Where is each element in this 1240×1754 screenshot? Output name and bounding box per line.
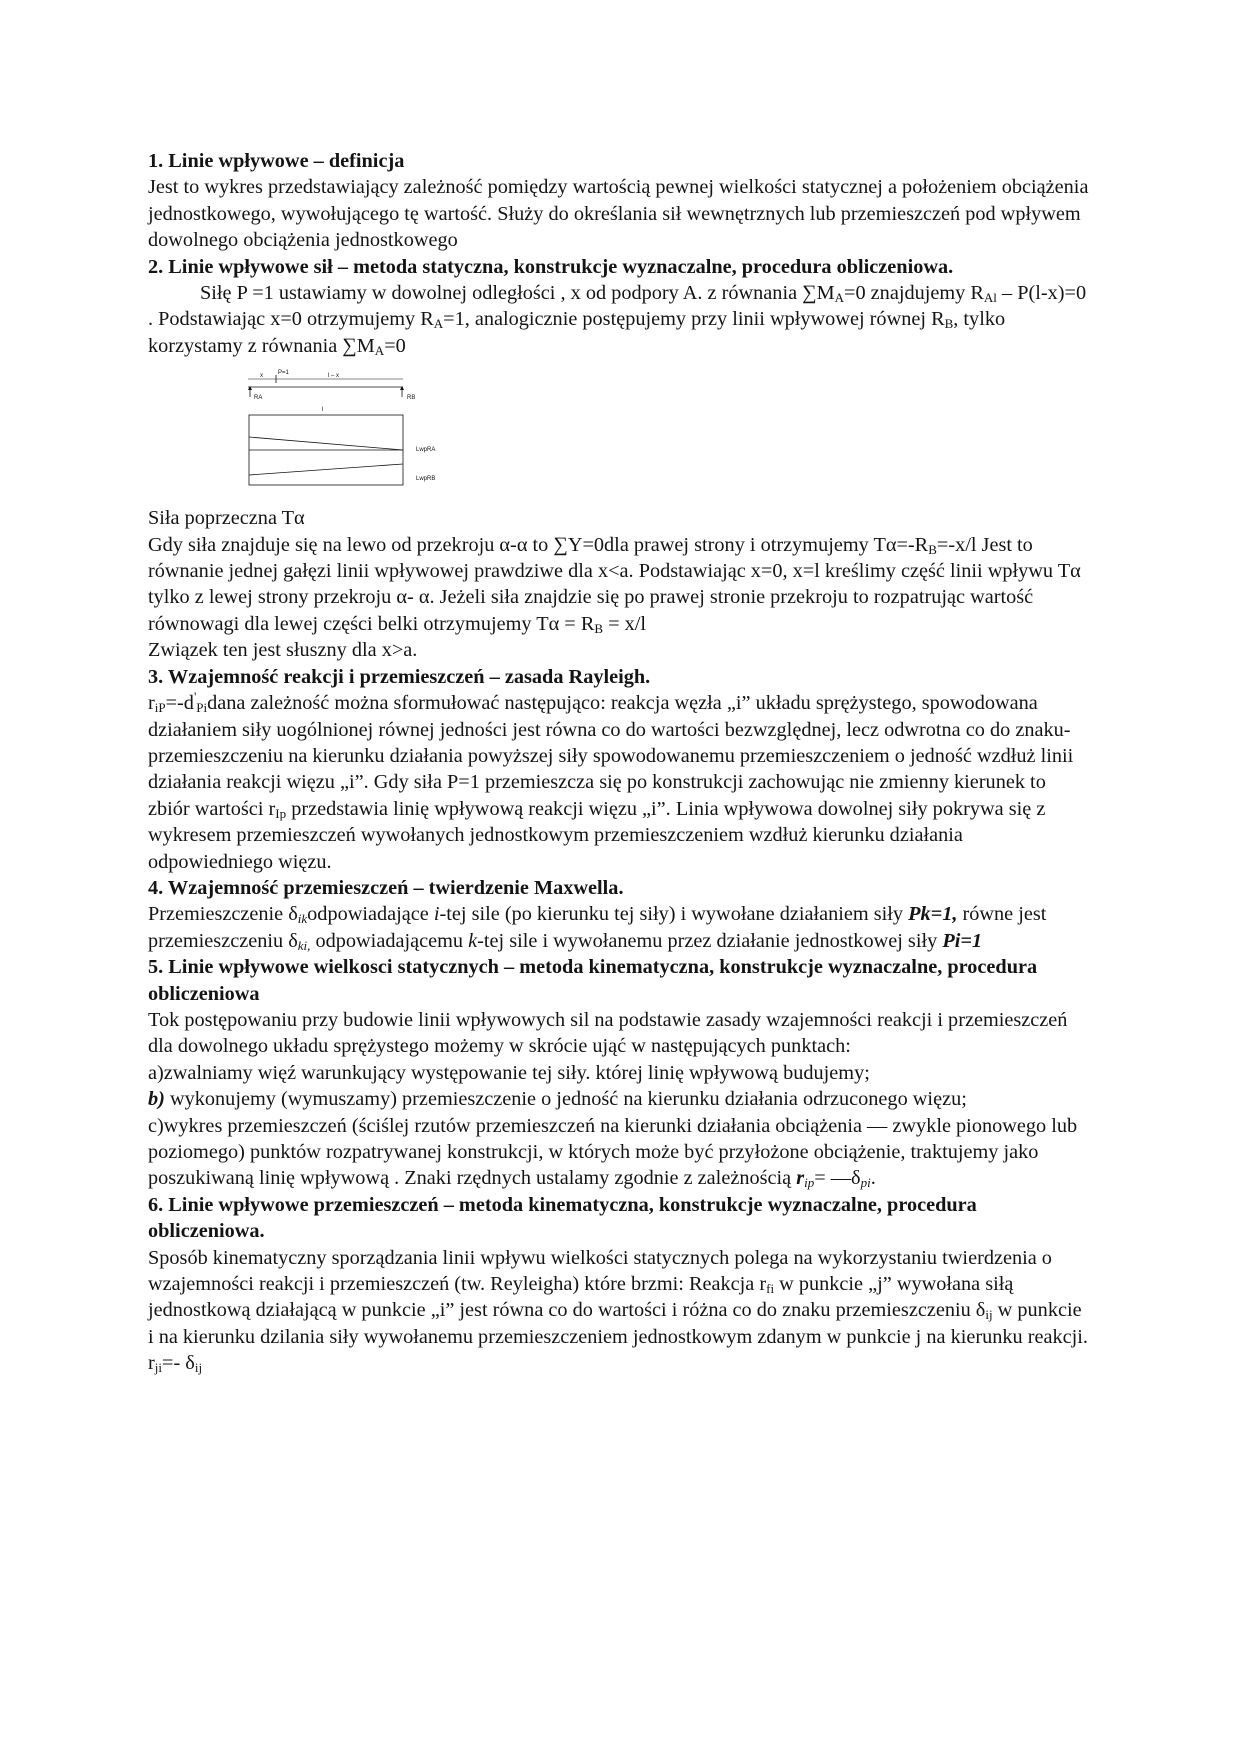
section-5-intro: Tok postępowaniu przy budowie linii wpływowych sil na podstawie zasady wzajemności reakcji i przemieszczeń dla dowolnego układu sprężystego możemy w skrócie ująć w następujących punktach: [148, 1008, 1068, 1058]
section-2-body: Siłę P =1 ustawiamy w dowolnej odległości , x od podpory A. z równania $\sum M_A=0$ znajdujemy $R_{Al} - P(l-x)=0$ . Podstawiając x=0 otrzymujemy $R_A=1$, analogicznie postępujemy przy linii wpływowej równej $R_B$, tylko korzystamy z równania $\sum M_A=0$ [148, 282, 1087, 358]
section-1-body: Jest to wykres przedstawiający zależność pomiędzy wartością pewnej wielkości statycznej a położeniem obciążenia jednostkowego, wywołującego tę wartość. Służy do określania sił wewnętrznych lub przemieszczeń pod wpływem dowolnego obciążenia jednostkowego [148, 176, 1089, 252]
section-4-body: Przemieszczenie $\delta_{ik}odpowiadające$ i-tej sile (po kierunku tej siły) i wywołane działaniem siły Pk=1, równe jest przemieszczeniu $\delta_{ki,}$ odpowiadającemu k-tej sile i wywołanemu przez działanie jednostkowej siły Pi=1 [148, 903, 1047, 953]
heading-text: 1. Linie wpływowe – [148, 150, 329, 172]
label-rb: RB [407, 395, 416, 402]
label-lwrb: LwpRB [416, 476, 436, 483]
section-6-heading [148, 1192, 1092, 1245]
heading-text: 2. Linie wpływowe sił – [148, 255, 354, 278]
section-5-heading [148, 954, 1092, 1007]
shear-force-title: Siła poprzeczna Tα [148, 507, 305, 530]
document-page [148, 148, 1092, 1377]
heading-bold-text: zasada Rayleigh. [504, 665, 651, 688]
heading-text: 6. Linie wpływowe przemieszczeń – [148, 1193, 459, 1216]
label-p: P=1 [278, 370, 289, 377]
label-l: l [322, 407, 324, 414]
label-lwra: LwpRA [416, 447, 436, 454]
label-x: x [260, 373, 263, 380]
influence-line-ra [249, 437, 403, 450]
section-5-step-a: a)zwalniamy więź warunkujący występowanie tej siły. której linię wpływową budujemy; [148, 1061, 870, 1084]
heading-bold-text: twierdzenie Maxwella. [428, 876, 624, 899]
shear-force-body: Gdy siła znajduje się na lewo od przekroju α-α to ∑Y=0dla prawej strony i otrzymujemy $T\alpha=-R_B=-x/l$ Jest to równanie jednej gałęzi linii wpływowej prawdziwe dla x<a. Podstawiając x=0, x=l kreślimy część linii wpływu Tα tylko z lewej strony przekroju α- α. Jeżeli siła znajdzie się po prawej stronie przekroju to rozpatrując wartość równowagi dla lewej części belki otrzymujemy $T\alpha = R_B = x/l$ [148, 533, 1081, 636]
heading-bold-text: metoda kinematyczna, konstrukcje wyznaczalne, procedura obliczeniowa. [148, 1193, 977, 1243]
label-ra: RA [254, 395, 263, 402]
beam-diagram-svg [248, 369, 478, 509]
section-3-body: $r_{iP}=-d'_{Pi}dana$ zależność można sformułować następująco: reakcja węzła „i” układu sprężystego, spowodowana działaniem siły uogólnionej równej jedności jest równa co do wartości bezwzględnej, lecz odwrotna co do znaku- przemieszczeniu na kierunku działania powyższej siły spowodowanemu przemieszczeniem o jedność wzdłuż linii działania reakcji więzu „i”. Gdy siła P=1 przemieszcza się po konstrukcji zachowując nie zmienny kierunek to zbiór wartości $r_{Ip}$ przedstawia linię wpływową reakcji więzu „i”. Linia wpływowa dowolnej siły pokrywa się z wykresem przemieszczeń wywołanych jednostkowym przemieszczeniem wzdłuż kierunku działania odpowiedniego więzu. [148, 689, 1074, 873]
label-l-x: l – x [328, 373, 340, 380]
heading-bold-text: definicja [328, 150, 405, 172]
heading-bold-text: metoda kinematyczna, konstrukcje wyznaczalne, procedura obliczeniowa [148, 956, 1038, 1005]
section-6-body: Sposób kinematyczny sporządzania linii wpływu wielkości statycznych polega na wykorzystaniu twierdzenia o wzajemności reakcji i przemieszczeń (tw. Reyleigha) które brzmi: Reakcja $r_{fi}$ w punkcie „j” wywołana siłą jednostkową działającą w punkcie „i” jest równa co do wartości i różna co do znaku przemieszczeniu $\delta_{ij}$ w punkcie i na kierunku dzilania siły wywołanemu przemieszczeniem jednostkowym zdanym w punkcie j na kierunku reakcji. $r_{ji}=-$ $\delta_{ij}$ [148, 1246, 1088, 1376]
section-1-heading [148, 148, 1092, 174]
influence-line-diagram [148, 359, 1092, 505]
section-3-heading [148, 664, 1092, 690]
heading-text: 3. Wzajemność reakcji i przemieszczeń – [148, 665, 505, 688]
heading-bold-text: metoda statyczna, konstrukcje wyznaczalne, procedura obliczeniowa. [353, 255, 954, 278]
section-4-heading [148, 875, 1092, 901]
section-5-step-c: c)wykres przemieszczeń (ściślej rzutów przemieszczeń na kierunki działania obciążenia — zwykle pionowego lub poziomego) punktów rozpatrywanej konstrukcji, w których może być przyłożone obciążenie, traktujemy jako poszukiwaną linię wpływową . Znaki rzędnych ustalamy zgodnie z zależnością $r_{ip}=$ $—\delta_{pi}$. [148, 1114, 1078, 1191]
influence-line-rb [249, 464, 403, 475]
heading-text: 5. Linie wpływowe wielkosci statycznych – [148, 956, 520, 979]
shear-force-note: Związek ten jest słuszny dla x>a. [148, 639, 418, 662]
section-2-heading [148, 254, 1092, 280]
section-5-step-b: b) wykonujemy (wymuszamy) przemieszczenie o jedność na kierunku działania odrzuconego więzu; [148, 1088, 967, 1111]
heading-text: 4. Wzajemność przemieszczeń – [148, 876, 429, 899]
